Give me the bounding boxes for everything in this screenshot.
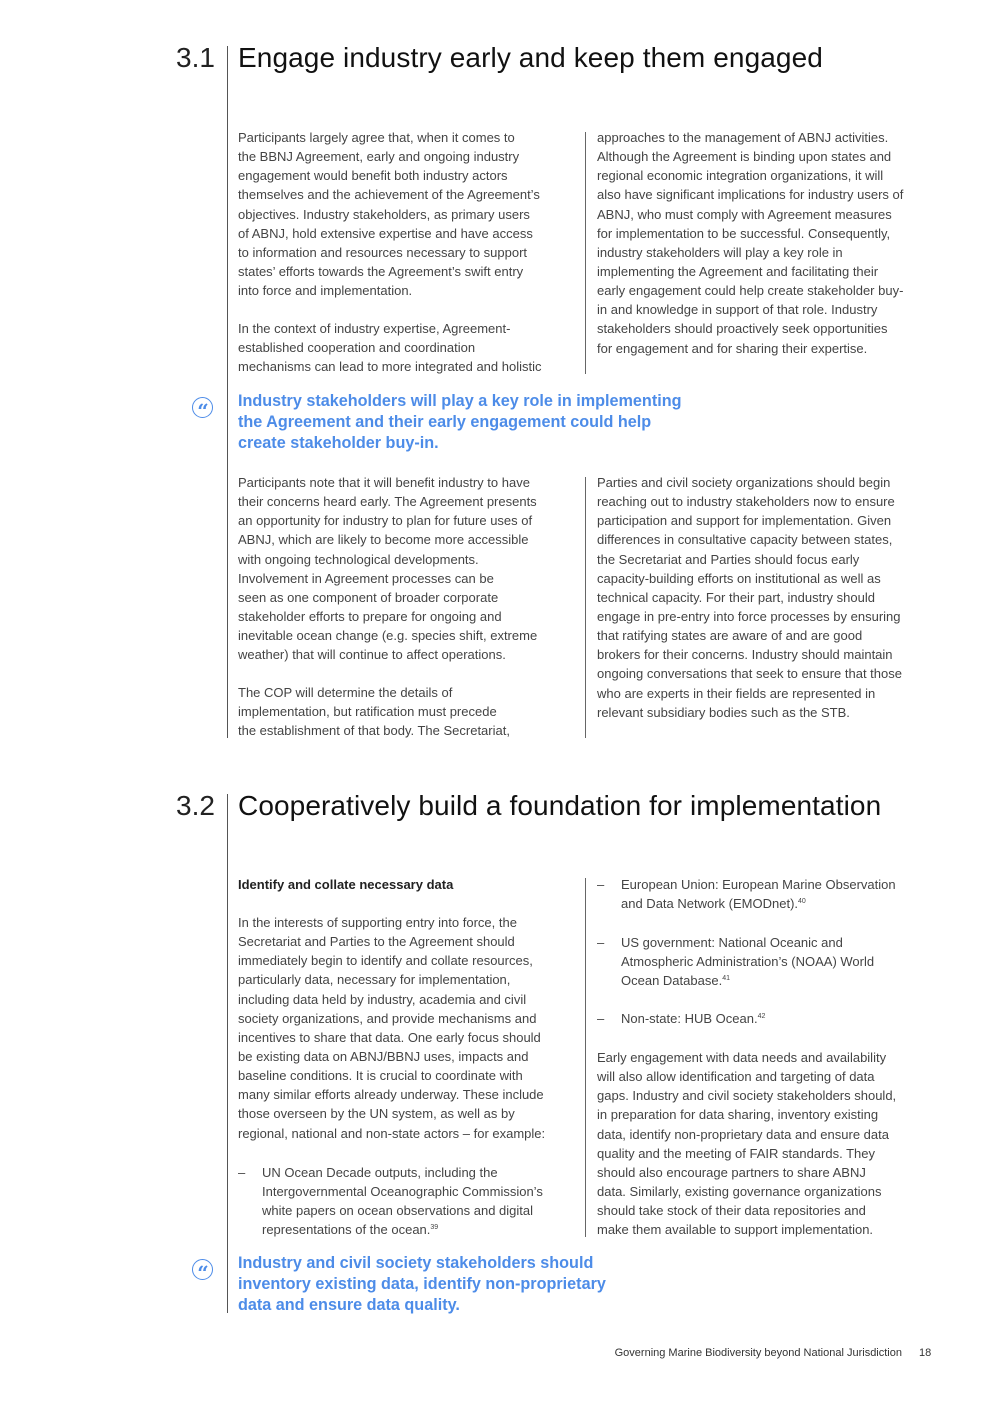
quote-icon: “ bbox=[192, 397, 213, 418]
text-line: their concerns heard early. The Agreement presents bbox=[238, 494, 537, 510]
text-line bbox=[621, 894, 896, 913]
text-line: should also encourage partners to share ABNJ bbox=[597, 1164, 866, 1180]
text-line: regional economic integration organizations, it will bbox=[597, 168, 884, 184]
text-line: In the interests of supporting entry into force, the bbox=[238, 915, 517, 930]
text-line: of ABNJ, hold extensive expertise and have access bbox=[238, 225, 533, 241]
text-line: the BBNJ Agreement, early and ongoing industry bbox=[238, 149, 520, 165]
text-line-content: representations of the ocean. bbox=[262, 1222, 431, 1238]
text-line: Atmospheric Administration’s (NOAA) World bbox=[621, 954, 875, 970]
text-line: inventory existing data, identify non-proprietary bbox=[238, 1275, 606, 1293]
text-line: relevant subsidiary bodies such as the STB. bbox=[597, 704, 850, 720]
bullet-item bbox=[621, 933, 874, 990]
text-line: capacity-building efforts on institutional as well as bbox=[597, 570, 881, 586]
text-line: society organizations, and provide mechanisms and bbox=[238, 1010, 537, 1026]
text-line: data and ensure data quality. bbox=[238, 1296, 460, 1314]
text-line: be existing data on ABNJ/BBNJ uses, impacts and bbox=[238, 1048, 529, 1064]
text-line: should take stock of their data repositories and bbox=[597, 1203, 866, 1219]
text-line: ongoing conversations that seek to ensure that those bbox=[597, 666, 902, 682]
paragraph bbox=[238, 473, 537, 664]
text-line: in and knowledge in support of that role. Industry bbox=[597, 302, 878, 318]
column-divider bbox=[585, 132, 586, 374]
text-line: Secretariat and Parties to the Agreement should bbox=[238, 934, 515, 950]
text-line: Participants note that it will benefit industry to have bbox=[238, 475, 530, 490]
footnote-ref: 41 bbox=[722, 975, 730, 983]
section-rule bbox=[227, 46, 228, 738]
pull-quote bbox=[238, 1253, 606, 1316]
text-line: particularly data, necessary for implementation, bbox=[238, 972, 511, 988]
text-line: to information and resources necessary to support bbox=[238, 244, 528, 260]
footnote-ref: 39 bbox=[430, 1224, 439, 1232]
text-line: reaching out to industry stakeholders now to ensure bbox=[597, 494, 895, 510]
bullet-item bbox=[621, 875, 896, 913]
text-line bbox=[262, 1220, 543, 1239]
text-line: approaches to the management of ABNJ activities. bbox=[597, 130, 889, 145]
column-divider bbox=[585, 878, 586, 1237]
text-line: an opportunity for industry to plan for future uses of bbox=[238, 513, 533, 529]
text-line: The COP will determine the details of bbox=[238, 685, 453, 700]
text-line: for implementation to be successful. Consequently, bbox=[597, 225, 891, 241]
paragraph bbox=[238, 128, 540, 300]
section-rule bbox=[227, 794, 228, 1313]
text-line: will also allow identification and targeting of data bbox=[597, 1069, 875, 1085]
text-line: engagement would benefit both industry actors bbox=[238, 168, 508, 184]
bullet-marker: – bbox=[238, 1165, 246, 1180]
text-line: differences in consultative capacity between states, bbox=[597, 532, 893, 548]
text-line: engage in pre-entry into force processes by ensuring bbox=[597, 608, 901, 624]
footer-title: Governing Marine Biodiversity beyond National Jurisdiction bbox=[614, 1347, 902, 1359]
text-line: Intergovernmental Oceanographic Commission’s bbox=[262, 1184, 543, 1200]
paragraph bbox=[597, 473, 902, 722]
text-line: those overseen by the UN system, as well as by bbox=[238, 1106, 515, 1122]
text-line: objectives. Industry stakeholders, as primary users bbox=[238, 206, 530, 222]
text-line: many similar efforts already underway. These include bbox=[238, 1087, 544, 1103]
text-line: weather) that will continue to affect operations. bbox=[238, 647, 506, 663]
bullet-item bbox=[621, 1009, 765, 1028]
text-line: who are experts in their fields are represented in bbox=[597, 685, 876, 701]
page-number: 18 bbox=[919, 1347, 932, 1359]
text-line: data, identify non-proprietary data and ensure data bbox=[597, 1126, 889, 1142]
text-line: Industry stakeholders will play a key role in implementing bbox=[238, 392, 682, 410]
quote-icon: “ bbox=[192, 1259, 213, 1280]
text-line: Parties and civil society organizations should begin bbox=[597, 475, 891, 490]
bullet-item bbox=[262, 1163, 543, 1240]
section-title: Engage industry early and keep them engaged bbox=[238, 42, 823, 73]
text-line: US government: National Oceanic and bbox=[621, 935, 843, 950]
text-line: in preparation for data sharing, inventory existing bbox=[597, 1107, 879, 1123]
text-line: also have significant implications for industry users of bbox=[597, 187, 904, 203]
text-line: industry stakeholders will play a key role in bbox=[597, 244, 843, 260]
text-line: Involvement in Agreement processes can be bbox=[238, 570, 494, 586]
text-line: data. Similarly, existing governance organizations bbox=[597, 1183, 882, 1199]
column-divider bbox=[585, 477, 586, 738]
text-line: including data held by industry, academia and civil bbox=[238, 991, 527, 1007]
text-line: brokers for their concerns. Industry should maintain bbox=[597, 647, 893, 663]
text-line: technical capacity. For their part, industry should bbox=[597, 589, 875, 605]
paragraph bbox=[597, 1048, 896, 1239]
bullet-marker: – bbox=[597, 935, 605, 950]
bullet-marker: – bbox=[597, 1011, 605, 1026]
text-line: implementing the Agreement and facilitating their bbox=[597, 263, 879, 279]
text-line: themselves and the achievement of the Agreement’s bbox=[238, 187, 540, 203]
text-line: Participants largely agree that, when it comes to bbox=[238, 130, 515, 145]
text-line: baseline conditions. It is crucial to coordinate with bbox=[238, 1068, 523, 1084]
text-line: the establishment of that body. The Secretariat, bbox=[238, 723, 510, 739]
text-line: Industry and civil society stakeholders should bbox=[238, 1254, 594, 1272]
text-line: stakeholders should proactively seek opportunities bbox=[597, 321, 888, 337]
text-line-content: Non-state: HUB Ocean. bbox=[621, 1011, 758, 1026]
footnote-ref: 42 bbox=[757, 1013, 766, 1020]
text-line: implementation, but ratification must precede bbox=[238, 704, 497, 720]
text-line bbox=[621, 1009, 765, 1028]
text-line: regional, national and non-state actors – for example: bbox=[238, 1125, 546, 1141]
text-line: for engagement and for sharing their expertise. bbox=[597, 340, 868, 356]
text-line: early engagement could help create stakeholder buy- bbox=[597, 283, 904, 299]
subheading: Identify and collate necessary data bbox=[238, 877, 454, 892]
footnote-ref: 40 bbox=[798, 898, 806, 906]
text-line: In the context of industry expertise, Agreement- bbox=[238, 321, 511, 336]
text-line: European Union: European Marine Observation bbox=[621, 877, 896, 892]
paragraph bbox=[238, 683, 510, 740]
text-line: incentives to share that data. One early focus should bbox=[238, 1029, 541, 1045]
text-line: the Agreement and their early engagement could help bbox=[238, 413, 652, 431]
section-number: 3.1 bbox=[176, 42, 215, 73]
paragraph bbox=[238, 319, 542, 376]
text-line: immediately begin to identify and collate resources, bbox=[238, 953, 533, 969]
text-line-content: Ocean Database. bbox=[621, 973, 723, 989]
text-line: mechanisms can lead to more integrated and holistic bbox=[238, 359, 542, 375]
text-line: with ongoing technological developments. bbox=[238, 551, 479, 567]
text-line: Early engagement with data needs and availability bbox=[597, 1050, 887, 1065]
text-line: inevitable ocean change (e.g. species shift, extreme bbox=[238, 628, 538, 644]
text-line-content: and Data Network (EMODnet). bbox=[621, 896, 799, 912]
pull-quote bbox=[238, 391, 682, 454]
text-line: Although the Agreement is binding upon states and bbox=[597, 149, 892, 165]
text-line: the Secretariat and Parties should focus early bbox=[597, 551, 860, 567]
text-line: into force and implementation. bbox=[238, 283, 413, 299]
text-line: make them available to support implementation. bbox=[597, 1222, 874, 1238]
text-line: seen as one component of broader corporate bbox=[238, 589, 499, 605]
text-line: create stakeholder buy-in. bbox=[238, 434, 439, 452]
paragraph bbox=[238, 913, 545, 1143]
text-line: UN Ocean Decade outputs, including the bbox=[262, 1165, 498, 1180]
text-line: states’ efforts towards the Agreement’s swift entry bbox=[238, 263, 524, 279]
paragraph bbox=[597, 128, 903, 358]
text-line: stakeholder efforts to prepare for ongoing and bbox=[238, 608, 502, 624]
text-line: ABNJ, who must comply with Agreement measures bbox=[597, 206, 892, 222]
text-line: quality and the meeting of FAIR standards. They bbox=[597, 1145, 875, 1161]
section-number: 3.2 bbox=[176, 790, 215, 821]
text-line: participation and support for implementation. Given bbox=[597, 513, 892, 529]
text-line: established cooperation and coordination bbox=[238, 340, 476, 356]
text-line: ABNJ, which are likely to become more accessible bbox=[238, 532, 529, 548]
text-line: that ratifying states are aware of and are good bbox=[597, 628, 863, 644]
bullet-marker: – bbox=[597, 877, 605, 892]
section-title: Cooperatively build a foundation for implementation bbox=[238, 790, 882, 821]
text-line: white papers on ocean observations and digital bbox=[262, 1203, 534, 1219]
text-line bbox=[621, 971, 874, 990]
text-line: gaps. Industry and civil society stakeholders should, bbox=[597, 1088, 897, 1104]
